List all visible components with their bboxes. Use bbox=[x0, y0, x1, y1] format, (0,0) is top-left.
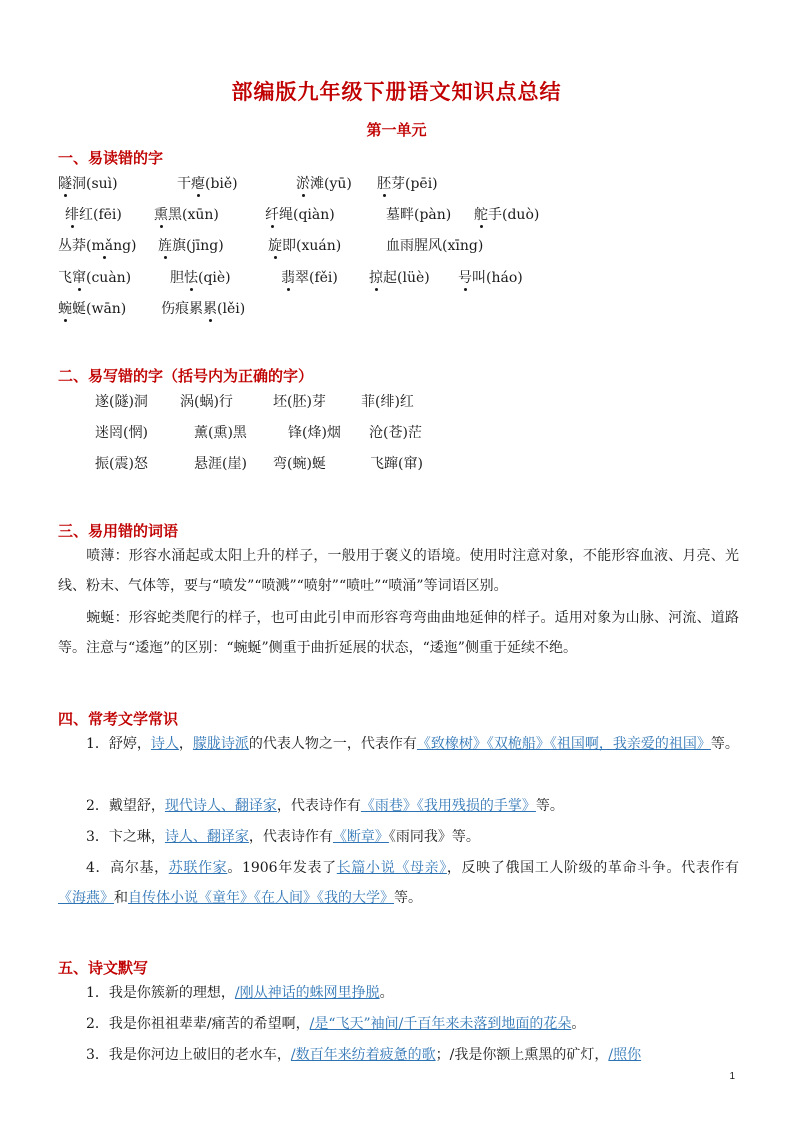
misread-item: 飞窜(cuàn) bbox=[58, 270, 132, 286]
page-number: 1 bbox=[729, 1071, 735, 1082]
literature-item-4: 4．高尔基，苏联作家。1906年发表了长篇小说《母亲》，反映了俄国工人阶级的革命斗争。代表作有《海燕》和自传体小说《童年》《在人间》《我的大学》等。 bbox=[58, 860, 740, 906]
section-heading-misread: 一、易读错的字 bbox=[58, 149, 164, 167]
miswritten-item: 坯(胚)芽 bbox=[273, 394, 326, 410]
document-title: 部编版九年级下册语文知识点总结 bbox=[231, 79, 562, 104]
section-heading-literature: 四、常考文学常识 bbox=[58, 710, 179, 728]
recitation-item-3: 3．我是你河边上破旧的老水车，/数百年来纺着疲惫的歌；/我是你额上熏黑的矿灯，/照你 bbox=[86, 1047, 642, 1063]
unit-subtitle: 第一单元 bbox=[366, 121, 427, 139]
paragraph-wanyan: 蜿蜒：形容蛇类爬行的样子，也可由此引申而形容弯弯曲曲地延伸的样子。适用对象为山脉、河流、道路等。注意与“逶迤”的区别：“蜿蜒”侧重于曲折延展的状态，“逶迤”侧重于延续不绝。 bbox=[58, 610, 739, 656]
misread-item: 舵手(duò) bbox=[474, 207, 540, 223]
misread-item: 旌旗(jīng) bbox=[158, 238, 224, 254]
section-heading-miswritten: 二、易写错的字（括号内为正确的字） bbox=[58, 367, 314, 385]
misread-item: 胆怯(qiè) bbox=[170, 270, 231, 286]
misread-item: 丛莽(mǎng) bbox=[58, 238, 137, 254]
literature-item-2: 2．戴望舒，现代诗人、翻译家，代表诗作有《雨巷》《我用残损的手掌》等。 bbox=[86, 798, 564, 814]
paragraph-penbo: 喷薄：形容水涌起或太阳上升的样子，一般用于褒义的语境。使用时注意对象，不能形容血液、月亮、光线、粉末、气体等，要与“喷发”“喷溅”“喷射”“喷吐”“喷涌”等词语区别。 bbox=[58, 548, 739, 594]
miswritten-item: 悬涯(崖) bbox=[194, 456, 247, 472]
misread-item: 绯红(fēi) bbox=[65, 207, 122, 223]
miswritten-item: 振(震)怒 bbox=[95, 456, 148, 472]
misread-item: 旋即(xuán) bbox=[268, 238, 342, 254]
miswritten-item: 沧(苍)茫 bbox=[369, 425, 422, 441]
miswritten-item: 薰(熏)黑 bbox=[194, 425, 247, 441]
literature-item-3: 3．卞之琳，诗人、翻译家，代表诗作有《断章》《雨同我》等。 bbox=[86, 829, 480, 845]
misread-item: 墓畔(pàn) bbox=[386, 207, 452, 223]
miswritten-item: 锋(烽)烟 bbox=[288, 425, 341, 441]
misread-item: 伤痕累累(lěi) bbox=[161, 301, 246, 317]
misread-item: 胚芽(pēi) bbox=[377, 176, 438, 192]
misread-item: 血雨腥风(xīng) bbox=[386, 238, 484, 254]
recitation-item-1: 1．我是你簇新的理想，/刚从神话的蛛网里挣脱。 bbox=[86, 985, 394, 1001]
misread-item: 号叫(háo) bbox=[458, 270, 523, 286]
misread-item: 蜿蜒(wān) bbox=[58, 301, 127, 317]
miswritten-item: 飞蹿(窜) bbox=[370, 456, 423, 472]
misread-item: 掠起(lüè) bbox=[369, 270, 430, 286]
misread-item: 淤滩(yū) bbox=[296, 176, 352, 192]
miswritten-item: 弯(蜿)蜒 bbox=[273, 456, 326, 472]
section-heading-misused: 三、易用错的词语 bbox=[58, 522, 179, 540]
misread-item: 隧洞(suì) bbox=[58, 176, 118, 192]
miswritten-item: 菲(绯)红 bbox=[361, 394, 414, 410]
section-heading-recitation: 五、诗文默写 bbox=[58, 959, 149, 977]
misread-item: 熏黑(xūn) bbox=[154, 207, 219, 223]
miswritten-item: 迷罔(惘) bbox=[95, 425, 148, 441]
miswritten-item: 遂(隧)洞 bbox=[95, 394, 148, 410]
misread-item: 翡翠(fěi) bbox=[281, 270, 338, 286]
misread-item: 干瘪(biě) bbox=[177, 176, 238, 192]
miswritten-item: 涡(蜗)行 bbox=[180, 394, 233, 410]
literature-item-1: 1．舒婷，诗人，朦胧诗派的代表人物之一，代表作有《致橡树》《双桅船》《祖国啊，我亲爱的祖国》等。 bbox=[86, 736, 739, 752]
recitation-item-2: 2．我是你祖祖辈辈/痛苦的希望啊，/是“飞天”袖间/千百年来未落到地面的花朵。 bbox=[86, 1016, 586, 1032]
misread-item: 纤绳(qiàn) bbox=[265, 207, 335, 223]
